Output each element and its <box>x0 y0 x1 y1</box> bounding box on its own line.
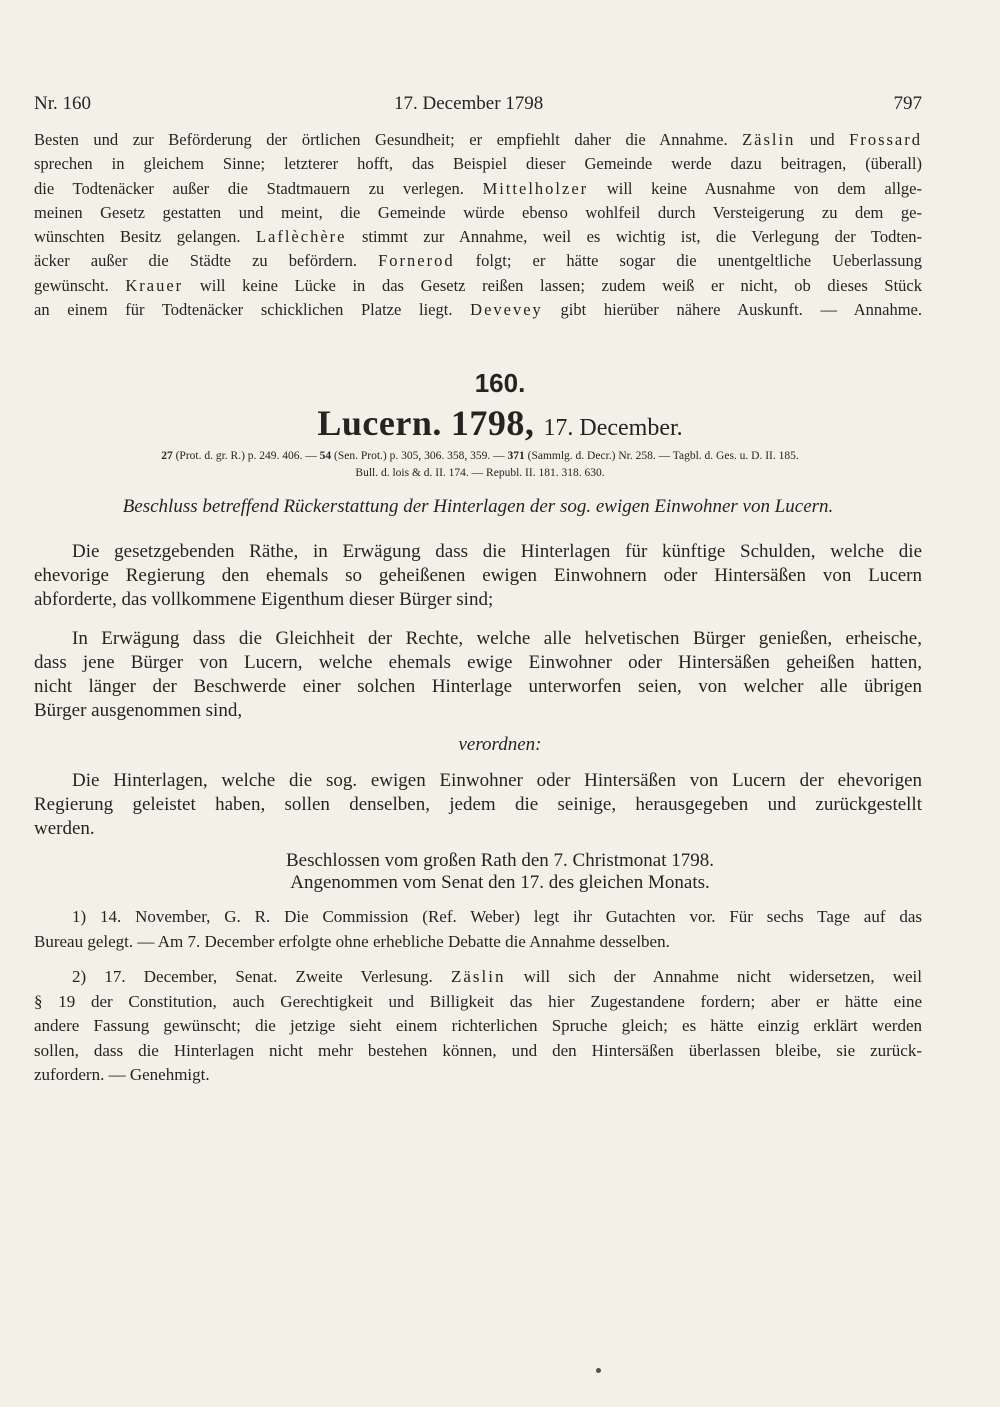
text-line: zufordern. — Genehmigt. <box>34 1065 210 1084</box>
speaker-name: Frossard <box>849 130 922 149</box>
text-line: 2) 17. December, Senat. Zweite Verlesung. Zäslin will sich der Annahme nicht widersetzen, weil <box>72 967 923 986</box>
title-place: Lucern. <box>317 403 442 443</box>
header-date: 17. December 1798 <box>394 93 544 114</box>
text-line: Besten und zur Beförderung der örtlichen Gesundheit; er empfiehlt daher die Annahme. Zäslin und Frossard <box>34 130 922 149</box>
footnote-2 <box>34 965 922 1088</box>
text-line: ehevorige Regierung den ehemals so geheißenen ewigen Einwohnern oder Hintersäßen von Lucern <box>34 565 922 586</box>
page-header <box>34 93 922 121</box>
footnote-1 <box>34 905 922 954</box>
text-line: Die Hinterlagen, welche die sog. ewigen Einwohner oder Hintersäßen von Lucern der ehevorigen <box>72 770 922 791</box>
reference-number: 27 <box>161 450 173 462</box>
speaker-name: Devevey <box>470 300 543 320</box>
reference-number: 371 <box>507 450 525 462</box>
text-line: § 19 der Constitution, auch Gerechtigkeit und Billigkeit das hier Zugestandene fordern; aber er hätte eine <box>34 991 922 1011</box>
text-line: die Todtenäcker außer die Stadtmauern zu verlegen. Mittelholzer will keine Ausnahme von dem allge- <box>34 178 922 198</box>
page-number: 797 <box>893 93 922 114</box>
beschlossen-line: Beschlossen vom großen Rath den 7. Christmonat 1798. <box>286 850 714 871</box>
text-line: Bürger ausgenommen sind, <box>34 700 243 721</box>
text-line: Die gesetzgebenden Räthe, in Erwägung dass die Hinterlagen für künftige Schulden, welche die <box>72 541 922 562</box>
text-line: Regierung geleistet haben, sollen denselben, jedem die seinige, herausgegeben und zurückgestellt <box>34 794 922 815</box>
text-line: sollen, dass die Hinterlagen nicht mehr bestehen können, und den Hintersäßen überlassen bleibe, sie zurück- <box>34 1040 922 1060</box>
text-line: dass jene Bürger von Lucern, welche ehemals ewige Einwohner oder Hintersäßen geheißen hatten, <box>34 652 922 673</box>
resolution-dates <box>0 850 1000 894</box>
paragraph-2 <box>34 627 922 723</box>
title-year: 1798, <box>450 403 535 443</box>
speaker-name: Zäslin <box>450 967 506 986</box>
paragraph-3 <box>34 769 922 841</box>
text-line: meinen Gesetz gestatten und meint, die Gemeinde würde ebenso wohlfeil durch Versteigerung zu dem ge- <box>34 202 922 222</box>
text-line: nicht länger der Beschwerde einer solchen Hinterlage unterworfen seien, von welcher alle übrigen <box>34 676 922 697</box>
text-line: wünschten Besitz gelangen. Laflèchère stimmt zur Annahme, weil es wichtig ist, die Verlegung der Todten- <box>34 227 922 247</box>
angenommen-line: Angenommen vom Senat den 17. des gleichen Monats. <box>290 872 710 893</box>
source-references <box>60 448 900 482</box>
references-line-1: 27 (Prot. d. gr. R.) p. 249. 406. — 54 (Sen. Prot.) p. 305, 306. 358, 359. — 371 (Sammlg. d. Decr.) Nr. 258. — Tagbl. d. Ges. u. D. II. 185. <box>161 450 799 462</box>
title-date: 17. December. <box>543 415 683 441</box>
text-line: abforderte, das vollkommene Eigenthum dieser Bürger sind; <box>34 589 494 610</box>
text-line: In Erwägung dass die Gleichheit der Rechte, welche alle helvetischen Bürger genießen, erheische, <box>72 628 922 649</box>
document-title <box>0 402 1000 444</box>
speaker-name: Krauer <box>125 275 184 295</box>
text-line: 1) 14. November, G. R. Die Commission (Ref. Weber) legt ihr Gutachten vor. Für sechs Tage auf das <box>72 907 922 926</box>
references-line-2: Bull. d. lois & d. II. 174. — Republ. II. 181. 318. 630. <box>355 467 605 479</box>
document-subject: Beschluss betreffend Rückerstattung der Hinterlagen der sog. ewigen Einwohner von Lucern. <box>122 496 834 517</box>
paper-speck <box>596 1368 601 1373</box>
text-line: Bureau gelegt. — Am 7. December erfolgte ohne erhebliche Debatte die Annahme desselben. <box>34 931 670 951</box>
speaker-name: Laflèchère <box>255 227 347 247</box>
reference-number: 54 <box>319 450 332 462</box>
paragraph-1 <box>34 540 922 612</box>
speaker-name: Fornerod <box>378 251 455 271</box>
previous-document-text <box>34 128 922 322</box>
verordnen-heading: verordnen: <box>458 734 542 755</box>
text-line: äcker außer die Städte zu befördern. Fornerod folgt; er hätte sogar die unentgeltliche Ueberlassung <box>34 251 922 271</box>
header-document-number: Nr. 160 <box>34 93 91 114</box>
text-line: sprechen in gleichem Sinne; letzterer hofft, das Beispiel dieser Gemeinde werde dazu beitragen, (überall) <box>34 154 922 174</box>
text-line: werden. <box>34 818 95 839</box>
document-number: 160. <box>474 368 526 398</box>
text-line: gewünscht. Krauer will keine Lücke in das Gesetz reißen lassen; zudem weiß er nicht, ob dieses Stück <box>34 275 922 295</box>
speaker-name: Mittelholzer <box>482 178 589 198</box>
text-line: an einem für Todtenäcker schicklichen Platze liegt. Devevey gibt hierüber nähere Auskunft. — Annahme. <box>34 300 922 320</box>
speaker-name: Zäslin <box>742 130 796 149</box>
text-line: andere Fassung gewünscht; die jetzige sieht einem richterlichen Spruche gleich; es hätte einzig erklärt werden <box>34 1016 922 1035</box>
